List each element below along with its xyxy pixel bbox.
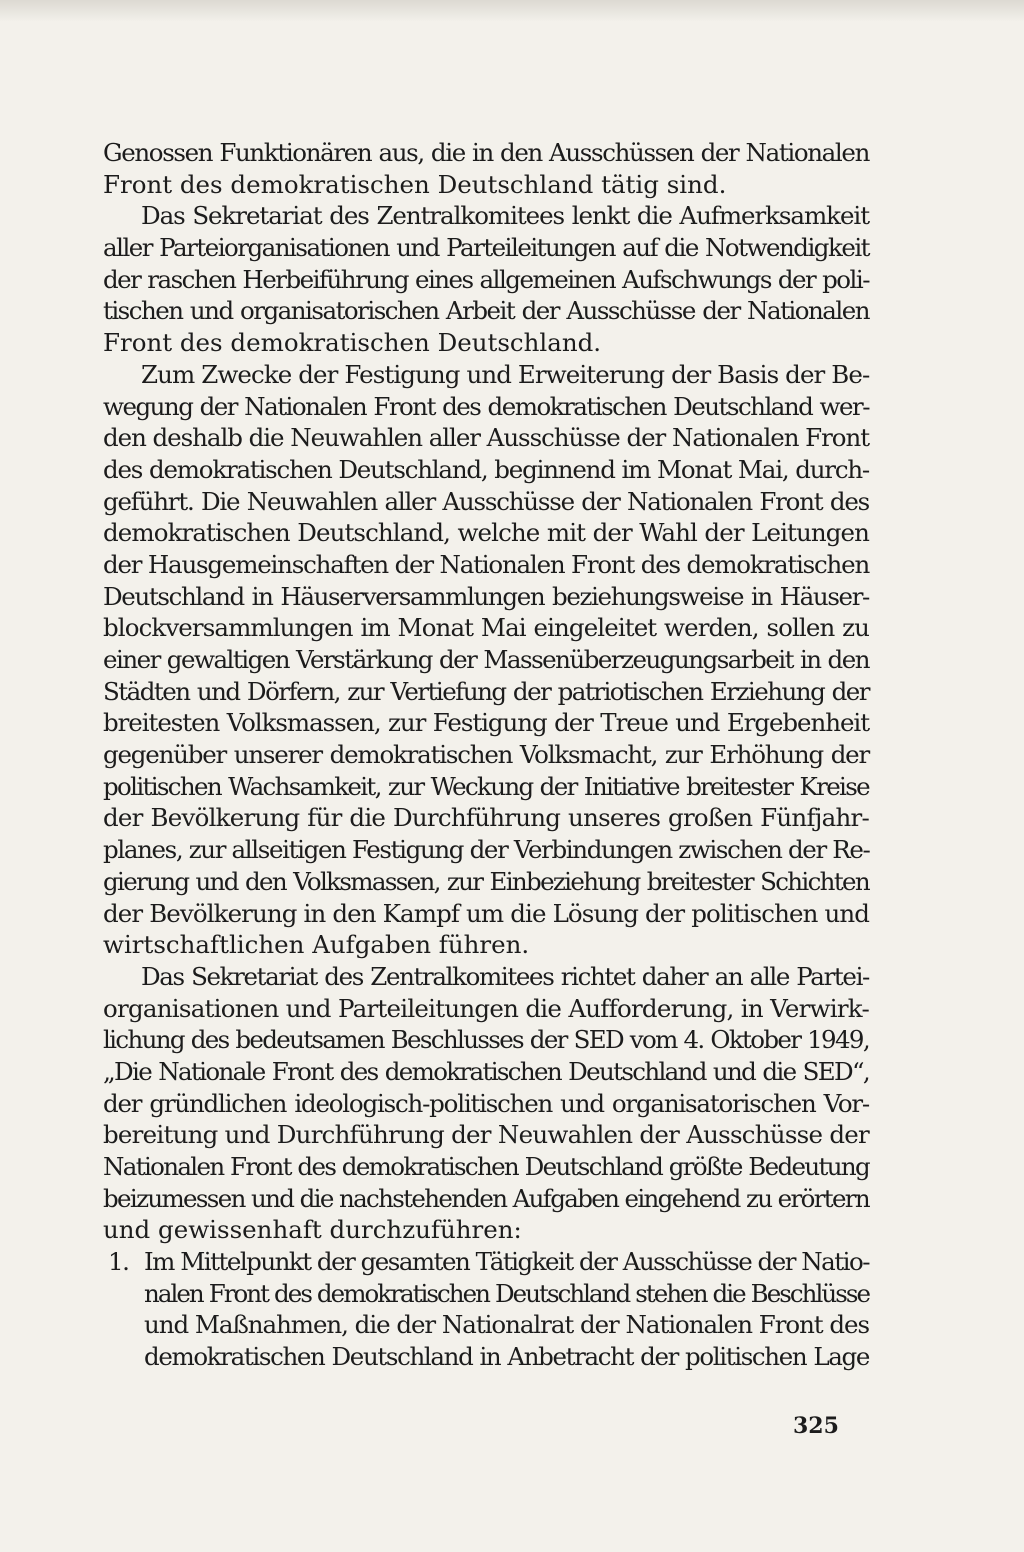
text-line: breitesten Volksmassen, zur Festigung der Treue und Ergebenheit — [103, 708, 869, 738]
text-line: wegung der Nationalen Front des demokratischen Deutschland wer- — [103, 391, 869, 421]
text-line: der Bevölkerung für die Durchführung unseres großen Fünfjahr- — [103, 803, 869, 833]
text-line: der Hausgemeinschaften der Nationalen Front des demokratischen — [103, 549, 870, 579]
text-line: tischen und organisatorischen Arbeit der Ausschüsse der Nationalen — [103, 296, 869, 326]
text-line: den deshalb die Neuwahlen aller Ausschüsse der Nationalen Front — [103, 423, 869, 453]
scan-edge-shadow — [0, 0, 1024, 22]
text-line — [103, 1246, 869, 1278]
text-line: der Bevölkerung in den Kampf um die Lösung der politischen und — [103, 898, 869, 928]
text-line: politischen Wachsamkeit, zur Weckung der Initiative breitester Kreise — [103, 771, 869, 801]
text-line: des demokratischen Deutschland, beginnend im Monat Mai, durch- — [103, 454, 869, 484]
page-number: 325 — [793, 1413, 839, 1439]
text-line: gierung und den Volksmassen, zur Einbeziehung breitester Schichten — [103, 866, 869, 896]
text-line: gegenüber unserer demokratischen Volksmacht, zur Erhöhung der — [103, 740, 869, 770]
text-line: demokratischen Deutschland in Anbetracht der politischen Lage — [144, 1342, 869, 1372]
text-line: Städten und Dörfern, zur Vertiefung der patriotischen Erziehung der — [103, 676, 869, 706]
text-line: Front des demokratischen Deutschland. — [103, 328, 602, 358]
text-line: bereitung und Durchführung der Neuwahlen der Ausschüsse der — [103, 1120, 869, 1150]
text-line: organisationen und Parteileitungen die Aufforderung, in Verwirk- — [103, 993, 869, 1023]
text-line: einer gewaltigen Verstärkung der Massenüberzeugungsarbeit in den — [103, 645, 869, 674]
text-line: Front des demokratischen Deutschland tätig sind. — [103, 169, 727, 199]
text-line: und gewissenhaft durchzuführen: — [103, 1215, 522, 1245]
text-line: Nationalen Front des demokratischen Deutschland größte Bedeutung — [103, 1152, 869, 1181]
text-line: Das Sekretariat des Zentralkomitees lenkt die Aufmerksamkeit — [141, 201, 869, 231]
list-item-text: Im Mittelpunkt der gesamten Tätigkeit der Ausschüsse der Natio- — [144, 1247, 869, 1277]
text-line: Genossen Funktionären aus, die in den Ausschüssen der Nationalen — [103, 138, 869, 167]
text-line: Zum Zwecke der Festigung und Erweiterung der Basis der Be- — [141, 359, 870, 389]
list-item-number: 1. — [108, 1247, 129, 1277]
text-line: der raschen Herbeiführung eines allgemeinen Aufschwungs der poli- — [103, 264, 869, 294]
text-line: geführt. Die Neuwahlen aller Ausschüsse der Nationalen Front des — [103, 486, 869, 516]
text-line: der gründlichen ideologisch-politischen und organisatorischen Vor- — [103, 1088, 869, 1118]
text-line: beizumessen und die nachstehenden Aufgaben eingehend zu erörtern — [103, 1183, 869, 1213]
text-line: Das Sekretariat des Zentralkomitees richtet daher an alle Partei- — [141, 961, 869, 991]
text-line: blockversammlungen im Monat Mai eingeleitet werden, sollen zu — [103, 613, 869, 643]
text-line: planes, zur allseitigen Festigung der Verbindungen zwischen der Re- — [103, 835, 870, 865]
text-line: demokratischen Deutschland, welche mit der Wahl der Leitungen — [103, 518, 869, 548]
text-line: Deutschland in Häuserversammlungen beziehungsweise in Häuser- — [103, 581, 869, 611]
text-line: aller Parteiorganisationen und Parteileitungen auf die Notwendigkeit — [103, 233, 869, 263]
text-line: „Die Nationale Front des demokratischen Deutschland und die SED“, — [103, 1056, 869, 1086]
text-line: nalen Front des demokratischen Deutschland stehen die Beschlüsse — [144, 1278, 869, 1308]
text-line: und Maßnahmen, die der Nationalrat der Nationalen Front des — [144, 1310, 869, 1340]
text-line: lichung des bedeutsamen Beschlusses der SED vom 4. Oktober 1949, — [103, 1025, 869, 1055]
body-text — [103, 137, 869, 1373]
text-line: wirtschaftlichen Aufgaben führen. — [103, 930, 530, 960]
